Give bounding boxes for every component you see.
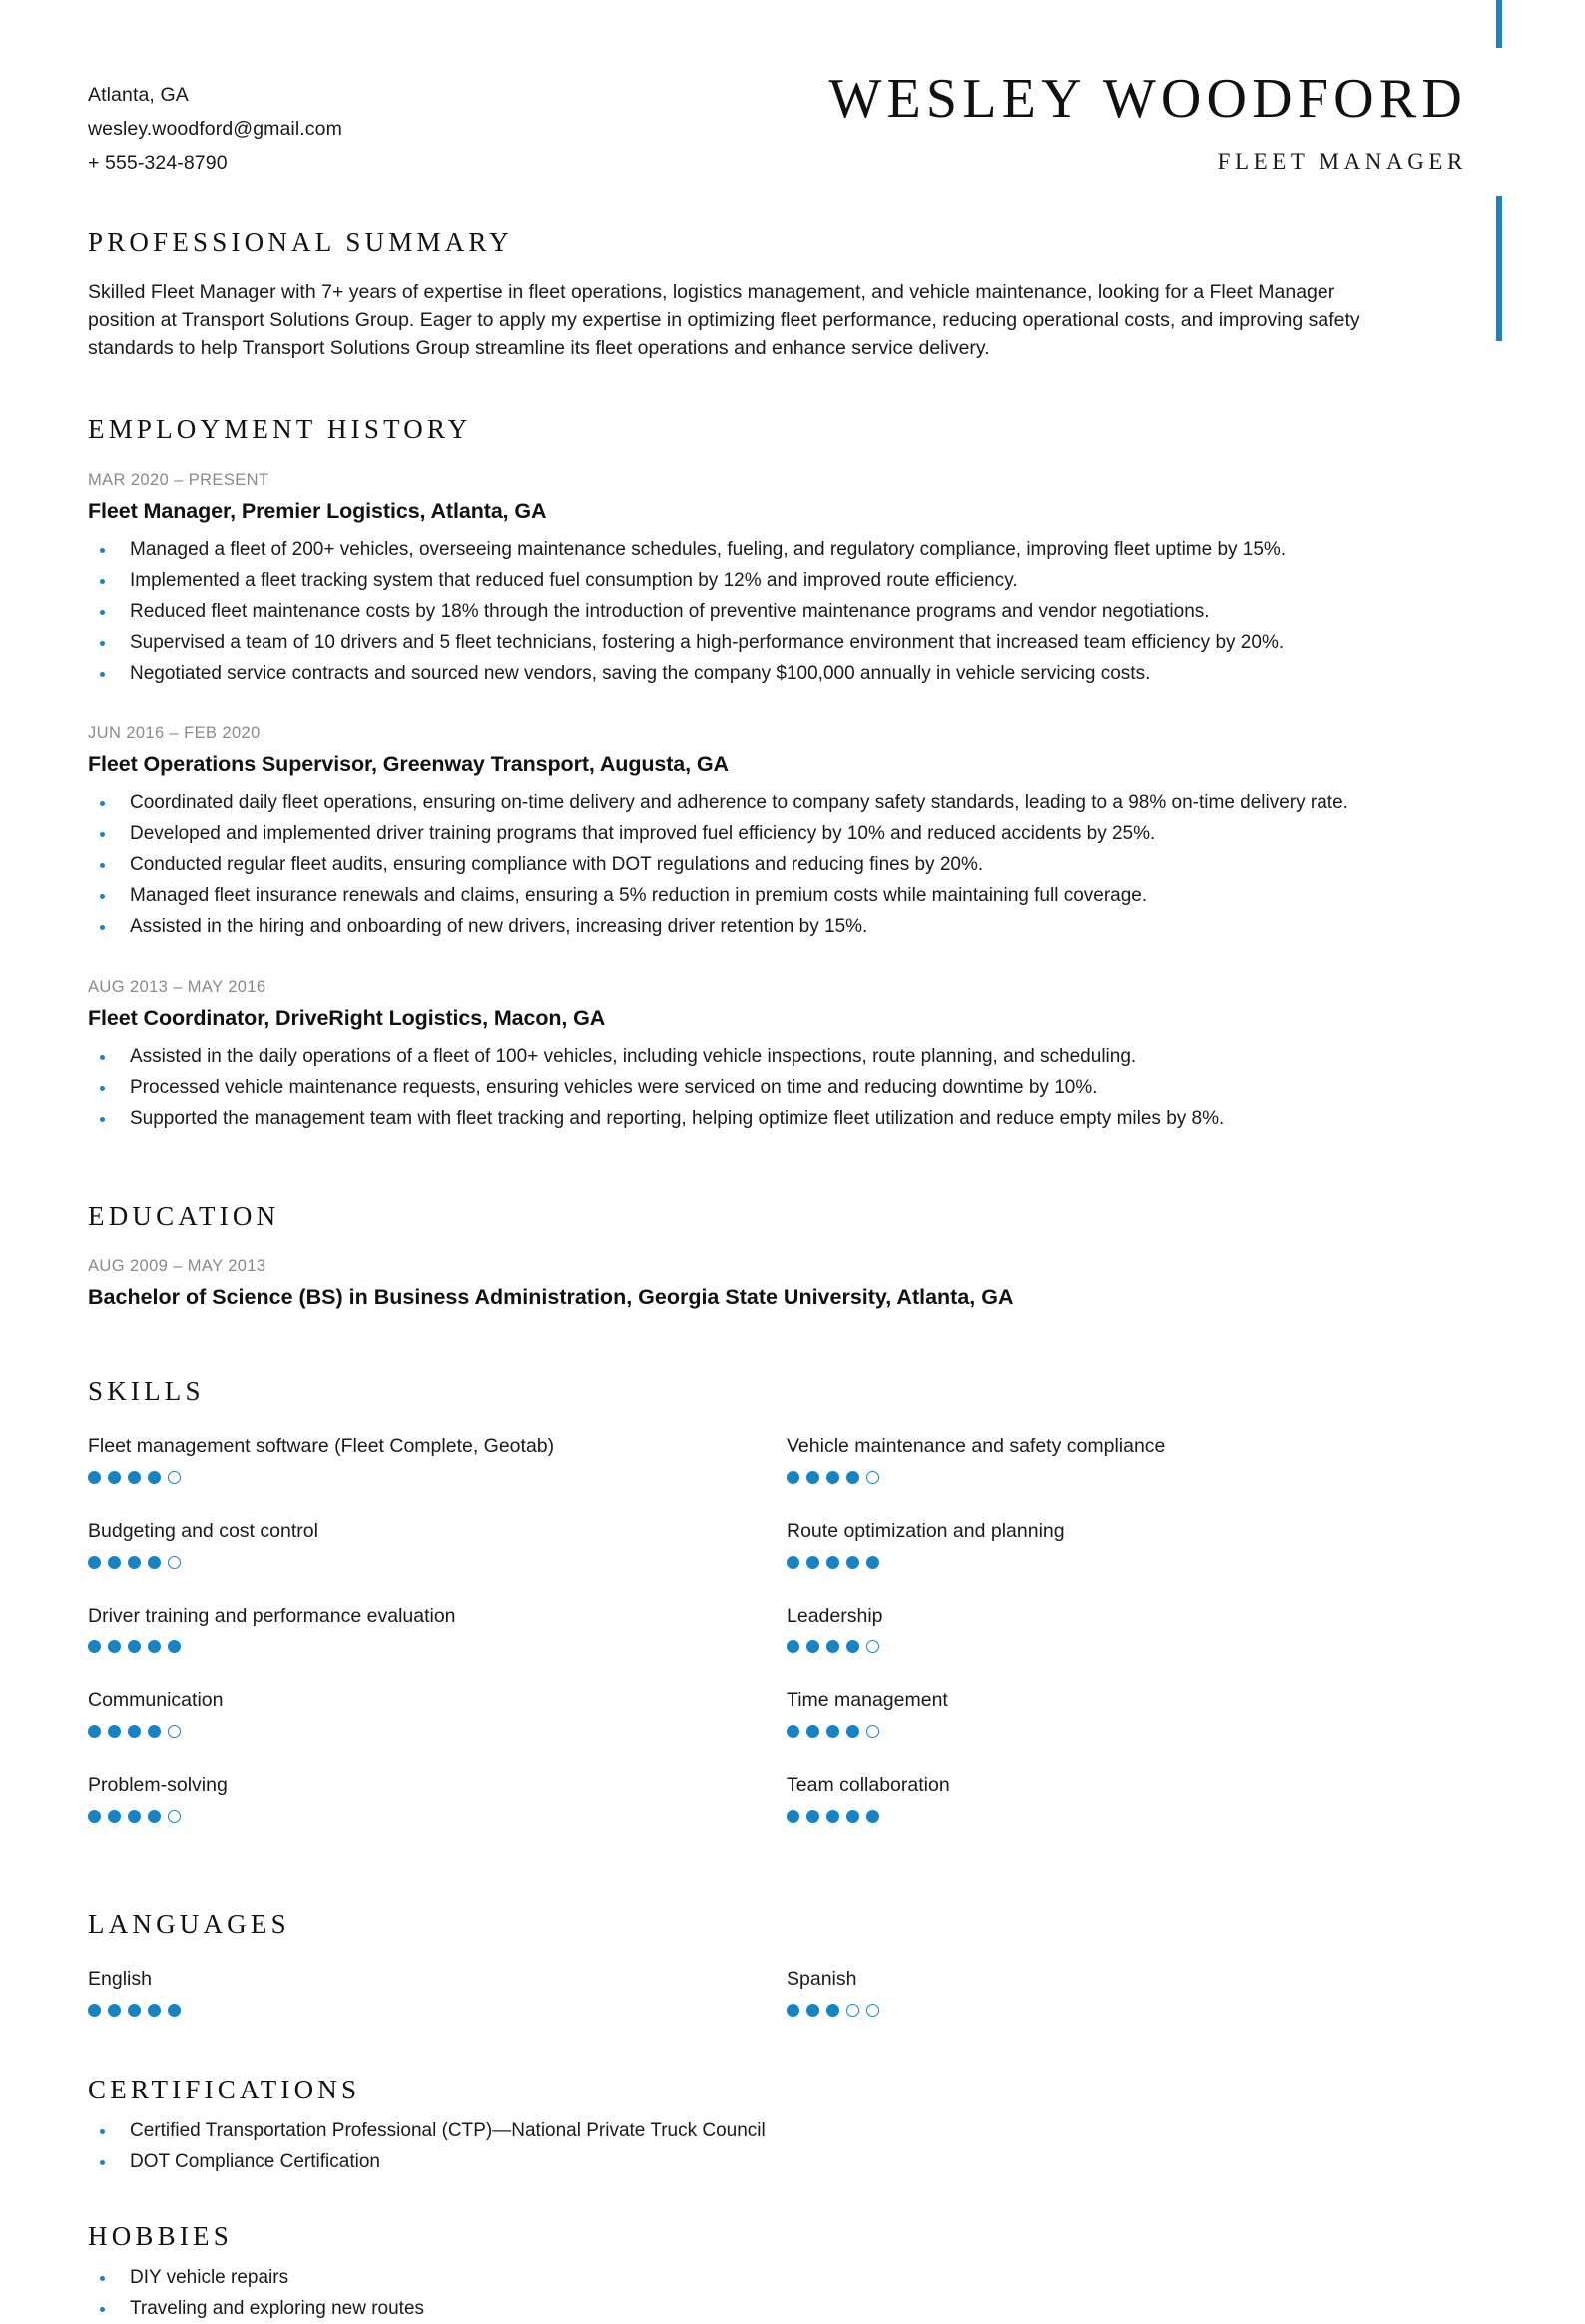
rating-dot-filled <box>846 1556 859 1569</box>
rating-label: Route optimization and planning <box>787 1520 1065 1542</box>
rating-item <box>787 1433 1485 1484</box>
rating-dot-filled <box>88 1810 101 1823</box>
rating-dot-filled <box>826 1810 839 1823</box>
rating-label: Spanish <box>787 1968 857 1990</box>
rating-dot-filled <box>826 1640 839 1653</box>
rating-dot-filled <box>806 1810 819 1823</box>
rating-dot-filled <box>148 1810 161 1823</box>
rating-dot-filled <box>88 1725 101 1738</box>
skills-grid <box>88 1433 1467 1857</box>
rating-dots <box>787 2004 1485 2017</box>
rating-dot-empty <box>866 1725 879 1738</box>
rating-item <box>88 1966 787 2017</box>
rating-dots <box>787 1640 1485 1653</box>
section-title-hobbies: HOBBIES <box>88 2221 233 2251</box>
rating-label: Time management <box>787 1689 948 1711</box>
rating-item <box>88 1687 787 1738</box>
rating-dot-filled <box>168 1640 181 1653</box>
rating-dot-filled <box>88 1556 101 1569</box>
certification-item: DOT Compliance Certification <box>88 2147 1467 2177</box>
rating-dot-filled <box>108 1725 121 1738</box>
rating-dot-filled <box>128 1556 141 1569</box>
section-hobbies <box>88 2221 1467 2324</box>
rating-dot-filled <box>128 1640 141 1653</box>
rating-dot-filled <box>148 2004 161 2017</box>
certifications-list <box>88 2116 1467 2177</box>
rating-label: Budgeting and cost control <box>88 1520 318 1542</box>
contact-email: wesley.woodford@gmail.com <box>88 118 342 140</box>
rating-dot-filled <box>826 1725 839 1738</box>
rating-dot-filled <box>787 1556 799 1569</box>
rating-dot-filled <box>866 1556 879 1569</box>
employment-bullets <box>88 1042 1467 1134</box>
rating-dot-filled <box>846 1640 859 1653</box>
rating-dot-filled <box>846 1725 859 1738</box>
rating-dot-filled <box>806 1556 819 1569</box>
employment-title: Fleet Operations Supervisor, Greenway Transport, Augusta, GA <box>88 752 729 776</box>
rating-dot-filled <box>148 1640 161 1653</box>
employment-bullet: Reduced fleet maintenance costs by 18% through the introduction of preventive maintenance programs and vendor negotiations. <box>88 597 1467 627</box>
employment-bullets <box>88 788 1467 942</box>
rating-label: Driver training and performance evaluation <box>88 1605 456 1627</box>
rating-label: Problem-solving <box>88 1774 228 1796</box>
rating-dot-filled <box>826 1471 839 1484</box>
employment-entry <box>88 978 1467 1134</box>
rating-dot-filled <box>88 1640 101 1653</box>
summary-text: Skilled Fleet Manager with 7+ years of expertise in fleet operations, logistics management, and vehicle maintenance, looking for a Fleet Manager position at Transport Solutions Group. Eager to apply my expertise in optimizing fleet performance, reducing operational costs, and improving safety standards to help Transport Solutions Group streamline its fleet operations and enhance service delivery. <box>88 281 1360 359</box>
rating-item <box>787 1687 1485 1738</box>
employment-bullet: Coordinated daily fleet operations, ensuring on-time delivery and adherence to company safety standards, leading to a 98% on-time delivery rate. <box>88 788 1467 818</box>
employment-bullet: Supervised a team of 10 drivers and 5 fleet technicians, fostering a high-performance environment that increased team efficiency by 20%. <box>88 628 1467 658</box>
rating-dot-filled <box>806 1725 819 1738</box>
section-education <box>88 1201 1467 1310</box>
rating-dot-filled <box>787 1810 799 1823</box>
employment-date: MAR 2020 – PRESENT <box>88 471 269 489</box>
employment-bullet: Assisted in the hiring and onboarding of new drivers, increasing driver retention by 15%. <box>88 912 1467 942</box>
rating-dot-empty <box>168 1556 181 1569</box>
rating-dot-empty <box>168 1725 181 1738</box>
rating-item <box>787 1772 1485 1823</box>
rating-dot-filled <box>826 1556 839 1569</box>
rating-item <box>88 1433 787 1484</box>
employment-bullet: Assisted in the daily operations of a fleet of 100+ vehicles, including vehicle inspections, route planning, and scheduling. <box>88 1042 1467 1072</box>
employment-bullet: Implemented a fleet tracking system that reduced fuel consumption by 12% and improved route efficiency. <box>88 566 1467 596</box>
employment-entry <box>88 724 1467 942</box>
candidate-name: WESLEY WOODFORD <box>828 68 1467 130</box>
rating-dot-filled <box>108 1640 121 1653</box>
rating-label: Vehicle maintenance and safety compliance <box>787 1435 1166 1457</box>
rating-label: Fleet management software (Fleet Complete, Geotab) <box>88 1435 555 1457</box>
rating-dot-empty <box>866 1471 879 1484</box>
employment-bullet: Developed and implemented driver training programs that improved fuel efficiency by 10% and reduced accidents by 25%. <box>88 819 1467 849</box>
rating-dot-filled <box>787 2004 799 2017</box>
rating-dots <box>88 1725 787 1738</box>
rating-dot-filled <box>128 1725 141 1738</box>
rating-dot-filled <box>108 1556 121 1569</box>
employment-bullet: Conducted regular fleet audits, ensuring compliance with DOT regulations and reducing fines by 20%. <box>88 850 1467 880</box>
contact-location: Atlanta, GA <box>88 84 189 106</box>
employment-bullet: Managed a fleet of 200+ vehicles, overseeing maintenance schedules, fueling, and regulatory compliance, improving fleet uptime by 15%. <box>88 535 1467 565</box>
employment-title: Fleet Manager, Premier Logistics, Atlanta, GA <box>88 499 547 523</box>
employment-list <box>88 471 1467 1134</box>
rating-dot-filled <box>846 1810 859 1823</box>
rating-dot-filled <box>787 1725 799 1738</box>
contact-block <box>88 68 342 180</box>
employment-bullet: Negotiated service contracts and sourced new vendors, saving the company $100,000 annually in vehicle servicing costs. <box>88 659 1467 689</box>
candidate-job-title: FLEET MANAGER <box>1217 148 1467 174</box>
rating-item <box>787 1518 1485 1569</box>
employment-title: Fleet Coordinator, DriveRight Logistics, Macon, GA <box>88 1006 606 1030</box>
section-title-certifications: CERTIFICATIONS <box>88 2075 361 2104</box>
rating-dots <box>88 1471 787 1484</box>
rating-dot-filled <box>108 1471 121 1484</box>
rating-label: Team collaboration <box>787 1774 950 1796</box>
rating-item <box>88 1518 787 1569</box>
rating-dot-filled <box>148 1725 161 1738</box>
rating-dot-filled <box>128 1471 141 1484</box>
rating-dots <box>88 2004 787 2017</box>
resume-body <box>0 228 1585 2324</box>
rating-dot-filled <box>806 2004 819 2017</box>
employment-date: JUN 2016 – FEB 2020 <box>88 724 261 742</box>
education-entry <box>88 1257 1467 1310</box>
rating-item <box>88 1603 787 1653</box>
rating-dot-filled <box>787 1640 799 1653</box>
rating-dot-empty <box>168 1810 181 1823</box>
rating-dot-filled <box>88 1471 101 1484</box>
rating-dot-filled <box>846 1471 859 1484</box>
rating-dots <box>787 1556 1485 1569</box>
employment-date: AUG 2013 – MAY 2016 <box>88 978 266 996</box>
section-certifications <box>88 2075 1467 2177</box>
rating-dot-filled <box>128 2004 141 2017</box>
rating-item <box>88 1772 787 1823</box>
rating-dots <box>787 1725 1485 1738</box>
education-date: AUG 2009 – MAY 2013 <box>88 1257 266 1275</box>
employment-bullet: Supported the management team with fleet tracking and reporting, helping optimize fleet utilization and reduce empty miles by 8%. <box>88 1104 1467 1134</box>
rating-dots <box>88 1810 787 1823</box>
rating-dot-filled <box>128 1810 141 1823</box>
employment-bullets <box>88 535 1467 689</box>
rating-label: English <box>88 1968 152 1990</box>
rating-dot-empty <box>866 1640 879 1653</box>
resume-header <box>0 0 1585 180</box>
rating-dot-filled <box>787 1471 799 1484</box>
employment-entry <box>88 471 1467 689</box>
rating-dot-filled <box>806 1471 819 1484</box>
education-list <box>88 1257 1467 1310</box>
education-degree: Bachelor of Science (BS) in Business Administration, Georgia State University, Atlanta, GA <box>88 1285 1014 1309</box>
languages-grid <box>88 1966 1467 2027</box>
section-skills <box>88 1376 1467 1857</box>
section-title-summary: PROFESSIONAL SUMMARY <box>88 228 513 257</box>
hobby-item: DIY vehicle repairs <box>88 2263 1467 2293</box>
rating-dot-filled <box>168 2004 181 2017</box>
accent-bar-secondary <box>1496 196 1502 341</box>
rating-dot-filled <box>148 1556 161 1569</box>
section-title-education: EDUCATION <box>88 1201 280 1231</box>
rating-dot-filled <box>88 2004 101 2017</box>
rating-dots <box>88 1640 787 1653</box>
rating-item <box>787 1603 1485 1653</box>
rating-dot-filled <box>826 2004 839 2017</box>
hobbies-list <box>88 2263 1467 2324</box>
section-employment-history <box>88 414 1467 1134</box>
rating-dot-filled <box>148 1471 161 1484</box>
rating-dot-empty <box>846 2004 859 2017</box>
contact-phone: + 555-324-8790 <box>88 152 228 174</box>
rating-item <box>787 1966 1485 2017</box>
employment-bullet: Managed fleet insurance renewals and claims, ensuring a 5% reduction in premium costs while maintaining full coverage. <box>88 881 1467 911</box>
identity-block <box>828 68 1467 175</box>
employment-bullet: Processed vehicle maintenance requests, ensuring vehicles were serviced on time and reducing downtime by 10%. <box>88 1073 1467 1103</box>
rating-dot-empty <box>866 2004 879 2017</box>
rating-dot-filled <box>806 1640 819 1653</box>
rating-dots <box>787 1471 1485 1484</box>
rating-dot-filled <box>108 2004 121 2017</box>
rating-dots <box>88 1556 787 1569</box>
rating-dots <box>787 1810 1485 1823</box>
rating-label: Leadership <box>787 1605 883 1627</box>
rating-dot-empty <box>168 1471 181 1484</box>
section-professional-summary <box>88 228 1467 362</box>
section-title-skills: SKILLS <box>88 1376 205 1406</box>
rating-dot-filled <box>108 1810 121 1823</box>
section-languages <box>88 1909 1467 2027</box>
section-title-employment: EMPLOYMENT HISTORY <box>88 414 472 444</box>
section-title-languages: LANGUAGES <box>88 1909 290 1939</box>
rating-dot-filled <box>866 1810 879 1823</box>
certification-item: Certified Transportation Professional (CTP)—National Private Truck Council <box>88 2116 1467 2146</box>
hobby-item: Traveling and exploring new routes <box>88 2294 1467 2324</box>
rating-label: Communication <box>88 1689 224 1711</box>
